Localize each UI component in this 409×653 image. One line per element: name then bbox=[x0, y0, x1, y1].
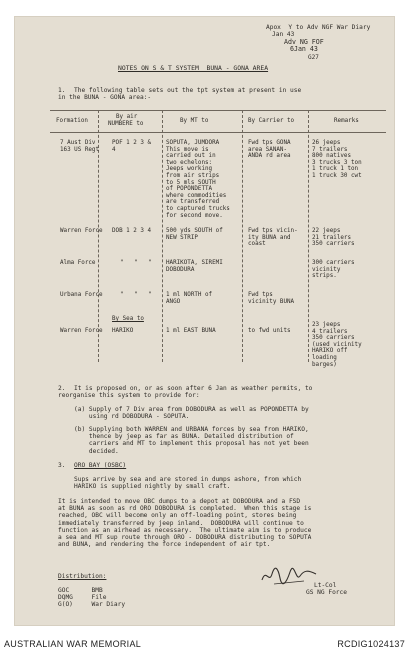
header-remarks: Remarks bbox=[334, 118, 359, 124]
para1-line1: The following table sets out the tpt system at present in use bbox=[74, 87, 302, 94]
row3-by-air: " " " bbox=[120, 260, 152, 266]
row2-by-carrier: Fwd tps vicin- ity BUNA and coast bbox=[248, 228, 298, 248]
header-by-carrier: By Carrier to bbox=[248, 118, 295, 124]
para2-item-b: (b) Supplying both WARREN and URBANA forces by sea from HARIKO, thence by jeep as far as BUNA. Detailed distribution of carriers and MT to implement this proposal has not yet been decided. bbox=[74, 426, 309, 455]
para3-heading: ORO BAY (OSBC) bbox=[74, 462, 127, 469]
row5-formation: Warren Force bbox=[60, 328, 103, 334]
stamp-line-3: G27 bbox=[308, 54, 319, 61]
row1-formation: 7 Aust Div 163 US Regt bbox=[60, 140, 100, 153]
row1-by-carrier: Fwd tps GONA area SANAN- ANDA rd area bbox=[248, 140, 291, 160]
stamp-line-2: 6Jan 43 bbox=[290, 45, 318, 53]
signature-rank: Lt-Col bbox=[314, 582, 337, 589]
para1-line2: in the BUNA - GONA area:- bbox=[58, 94, 152, 101]
row4-by-mt: 1 ml NORTH of ANGO bbox=[166, 292, 213, 305]
para2-line1: It is proposed on, or as soon after 6 Jan as weather permits, to bbox=[74, 385, 313, 392]
row5-by-air: HARIKO bbox=[112, 328, 134, 334]
archive-footer bbox=[0, 634, 409, 653]
row1-remarks: 26 jeeps 7 trailers 800 natives 3 trucks 3 ton 1 truck 1 ton 1 truck 30 cwt bbox=[312, 140, 362, 179]
distribution-heading: Distribution: bbox=[58, 573, 107, 580]
row5-by-carrier: to fwd units bbox=[248, 328, 291, 334]
para1-number: 1. bbox=[58, 87, 66, 94]
row3-by-mt: HARIKOTA, SIREMI DOBODURA bbox=[166, 260, 223, 273]
row1-by-air: POF 1 2 3 & 4 bbox=[112, 140, 152, 153]
row4-by-carrier: Fwd tps vicinity BUNA bbox=[248, 292, 295, 305]
document-title: NOTES ON S & T SYSTEM BUNA - GONA AREA bbox=[118, 64, 269, 72]
footer-record-id: RCDIG1024137 bbox=[337, 639, 405, 649]
para3-paragraph-1: Sups arrive by sea and are stored in dumps ashore, from which HARIKO is supplied nightly by small craft. bbox=[74, 476, 302, 491]
distribution-list: GOC BMB DQMG File G(O) War Diary bbox=[58, 587, 126, 609]
row4-by-air: " " " bbox=[120, 292, 152, 298]
header-by-mt: By MT to bbox=[180, 118, 209, 124]
header-by-air-2: NUMBERE to bbox=[108, 121, 144, 127]
para2-item-a: (a) Supply of 7 Div area from DOBODURA as well as POPONDETTA by using rd DOBODURA - SOPUTA. bbox=[74, 406, 309, 421]
row2-remarks: 22 jeeps 21 trailers 350 carriers bbox=[312, 228, 355, 248]
footer-archive-name: AUSTRALIAN WAR MEMORIAL bbox=[4, 639, 142, 649]
stamp-line-1: Adv NG FOF bbox=[284, 38, 324, 46]
handwritten-signature bbox=[260, 564, 320, 588]
transport-table bbox=[50, 110, 386, 368]
row2-formation: Warren Force bbox=[60, 228, 103, 234]
row5-by-mt: 1 ml EAST BUNA bbox=[166, 328, 216, 334]
appendix-note: Apox Y to Adv NGF War Diary bbox=[266, 24, 371, 31]
row2-by-air: DOB 1 2 3 4 bbox=[112, 228, 152, 234]
header-by-air-1: By air bbox=[116, 114, 138, 120]
para2-number: 2. bbox=[58, 385, 66, 392]
document-page bbox=[14, 16, 395, 626]
row3-formation: Alma Force bbox=[60, 260, 96, 266]
row1-by-mt: SOPUTA, JUMDORA This move is carried out in two echelons: Jeeps working from air strips to 5 mls SOUTH of POPONDETTA where commodities are transferred to captured trucks for second move. bbox=[166, 140, 230, 219]
para3-number: 3. bbox=[58, 462, 66, 469]
row2-by-mt: 500 yds SOUTH of NEW STRIP bbox=[166, 228, 223, 241]
para2-line2: reorganise this system to provide for: bbox=[58, 392, 200, 399]
row5-by-sea-note: By Sea to bbox=[112, 316, 144, 322]
para3-paragraph-2: It is intended to move OBC dumps to a depot at DOBODURA and a FSD at BUNA as soon as rd ORO DOBODURA is completed. When this stage is reached, OBC will become only an off-loading point, stores being immediately transferred by jeep inland. DOBODURA will continue to function as an airhead as necessary. The ultimate aim is to produce a sea and MT sup route through ORO - DOBODURA distributing to SOPUTA and BUNA, and rendering the force independent of air tpt. bbox=[58, 498, 312, 549]
row4-formation: Urbana Force bbox=[60, 292, 103, 298]
signature-unit: GS NG Force bbox=[306, 589, 347, 596]
header-formation: Formation bbox=[56, 118, 88, 124]
appendix-month: Jan 43 bbox=[272, 31, 295, 38]
row5-remarks: 23 jeeps 4 trailers 350 carriers (used vicinity HARIKO off loading barges) bbox=[312, 322, 362, 368]
row3-remarks: 300 carriers vicinity strips. bbox=[312, 260, 355, 280]
